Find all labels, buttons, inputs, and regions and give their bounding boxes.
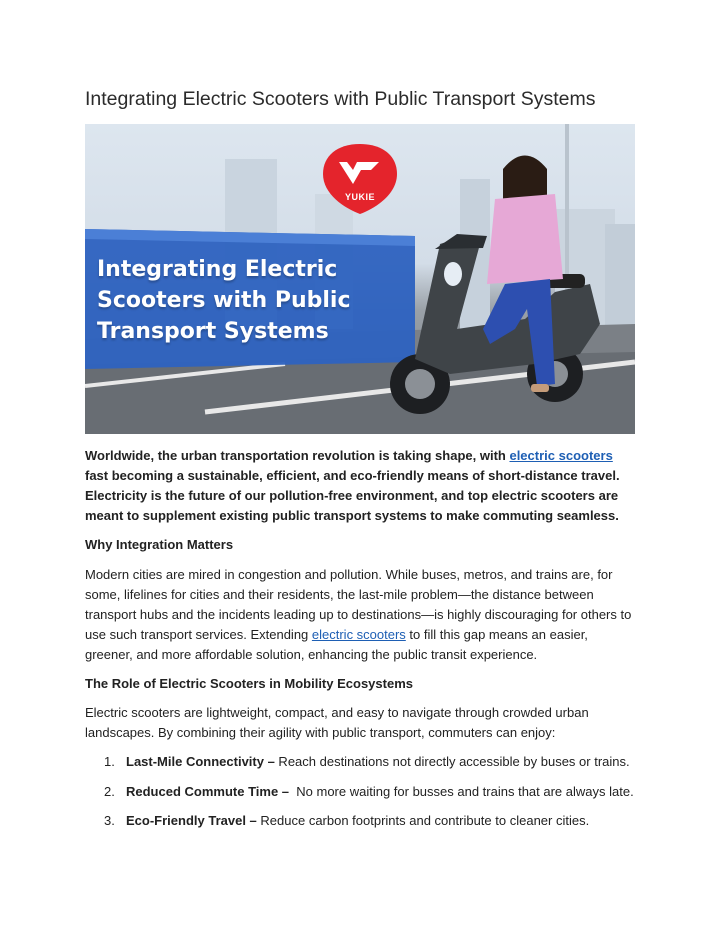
- brand-logo: [321, 142, 399, 216]
- electric-scooters-link[interactable]: electric scooters: [509, 448, 613, 463]
- why-paragraph: [85, 565, 635, 665]
- intro-text-end: fast becoming a sustainable, efficient, and eco-friendly means of short-distance travel. Electricity is the future of our pollution-free environment, and top electric scooters are meant to supplement existing public transport systems to make commuting seamless.: [85, 468, 620, 523]
- list-item: [104, 811, 644, 831]
- why-text-end: to fill this gap means an easier, greener, and more affordable solution, enhancing the public transit experience.: [85, 627, 588, 662]
- list-number: 2.: [104, 784, 115, 799]
- list-number: 1.: [104, 754, 115, 769]
- brand-name: YUKIE: [344, 192, 375, 202]
- intro-paragraph: [85, 446, 635, 526]
- section-heading-why: Why Integration Matters: [85, 537, 234, 552]
- list-term: Reduced Commute Time –: [126, 784, 290, 799]
- intro-text-start: Worldwide, the urban transportation revolution is taking shape, with: [85, 448, 510, 463]
- role-paragraph: Electric scooters are lightweight, compact, and easy to navigate through crowded urban landscapes. By combining their agility with public transport, commuters can enjoy:: [85, 705, 589, 740]
- hero-line: Transport Systems: [97, 319, 329, 344]
- list-number: 3.: [104, 813, 115, 828]
- list-item: [104, 752, 644, 772]
- hero-headline: [97, 254, 351, 347]
- list-item: [104, 782, 644, 802]
- hero-image: [85, 124, 635, 434]
- list-term: Last-Mile Connectivity –: [126, 754, 275, 769]
- hero-line: Scooters with Public: [97, 288, 351, 313]
- list-term: Eco-Friendly Travel –: [126, 813, 257, 828]
- hero-line: Integrating Electric: [97, 257, 338, 282]
- page-title: Integrating Electric Scooters with Public Transport Systems: [85, 88, 596, 110]
- list-desc: Reduce carbon footprints and contribute to cleaner cities.: [256, 813, 590, 828]
- why-text-start: Modern cities are mired in congestion and pollution. While buses, metros, and trains are, for some, lifelines for cities and their residents, the last-mile problem—the distance between transport hubs and the incidents leading up to destinations—is highly discouraging for others to use such transport services. Extending: [85, 567, 632, 642]
- electric-scooters-link-2[interactable]: electric scooters: [311, 627, 406, 642]
- section-heading-role: The Role of Electric Scooters in Mobility Ecosystems: [85, 676, 413, 691]
- list-desc: Reach destinations not directly accessible by buses or trains.: [274, 754, 630, 769]
- list-desc: No more waiting for busses and trains that are always late.: [289, 784, 634, 799]
